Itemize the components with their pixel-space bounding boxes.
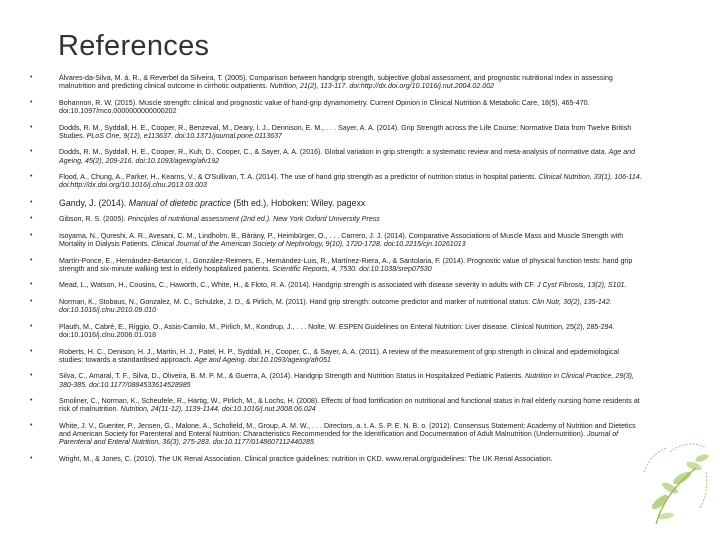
reference-italic-text: Scientific Reports, 4, 7530. doi:10.1038/srep07530 — [272, 264, 432, 273]
reference-italic-text: Journal of Parenteral and Enteral Nutrition, 36(3), 275-283. doi:10.1177/0148607112440285 — [59, 430, 619, 447]
reference-italic-text: Principles of nutritional assessment (2nd ed.). New York Oxford University Press — [127, 215, 380, 224]
reference-item — [30, 124, 642, 141]
reference-text: Martín-Ponce, E., Hernández-Betancor, I., González-Reimers, E., Hernández-Luis, R., Martínez-Riera, A., & Santolaria, F. (2014). Prognostic value of physical function tests: hand grip strength and six-minute walking test in elderly hospitalized patients. — [59, 256, 633, 273]
reference-item — [30, 348, 642, 365]
reference-italic-text: Clinical Nutrition, 33(1), 106-114. doi:http://dx.doi.org/10.1016/j.clnu.2013.03.003 — [59, 173, 642, 190]
reference-tail-text: (5th ed.). Hoboken: Wiley. pagexx — [230, 197, 366, 208]
reference-item — [30, 173, 642, 190]
reference-text: Dodds, R. M., Syddall, H. E., Cooper, R., Kuh, D., Cooper, C., & Sayer, A. A. (2016). Global variation in grip strength: a systematic review and meta-analysis of normative data. — [59, 148, 609, 157]
reference-list — [30, 74, 642, 471]
reference-text: White, J. V., Guenter, P., Jensen, G., Malone, A., Schofield, M., Group, A. M. W., . . . Directors, a. t. A. S. P. E. N. B. o. (2012). Consensus Statement: Academy of Nutrition and Dietetics and American Society for Parenteral and Enteral Nutrition: Characteristics Recommended for the Identification and Documentation of Adult Malnutrition (Undernutrition). — [59, 421, 636, 439]
reference-item — [30, 215, 642, 223]
reference-item — [30, 99, 642, 116]
reference-item — [30, 198, 642, 208]
reference-text: Mead, L., Watson, H., Cousins, C., Haworth, C., White, H., & Floto, R. A. (2014). Handgrip strength is associated with disease severity in adults with CF. — [59, 281, 537, 290]
reference-text: Norman, K., Stobaus, N., Gonzalez, M. C., Schulzke, J. D., & Pirlich, M. (2011). Hand grip strength: outcome predictor and marker of nutritional status. — [59, 297, 532, 306]
reference-item — [30, 323, 642, 340]
reference-italic-text: Nutrition, 24(11-12), 1139-1144. doi:10.1016/j.nut.2008.06.024 — [120, 405, 316, 414]
reference-item — [30, 372, 642, 389]
reference-text: Gibson, R. S. (2005). — [59, 215, 128, 224]
reference-text: Roberts, H. C., Denison, H. J., Martin, H. J., Patel, H. P., Syddall, H., Cooper, C., & Sayer, A. A. (2011). A review of the measurement of grip strength in clinical and epidemiological studies: towards a standardised approach. — [59, 347, 620, 364]
reference-text: Bohannon, R. W. (2015). Muscle strength: clinical and prognostic value of hand-grip dynamometry. Current Opinion in Clinical Nutrition & Metabolic Care, 18(5), 465-470. doi:10.1097/mco.0000000000000202 — [59, 98, 590, 116]
reference-text: Silva, C., Amaral, T. F., Silva, D., Oliveira, B. M. P. M., & Guerra, A. (2014). Handgrip Strength and Nutrition Status in Hospitalized Pediatric Patients. — [59, 372, 526, 381]
page-title: References — [58, 30, 210, 62]
reference-item — [30, 397, 642, 414]
reference-italic-text: Age and Ageing, 45(2), 209-216. doi:10.1093/ageing/afv192 — [59, 148, 636, 165]
reference-item — [30, 281, 642, 289]
reference-text: Wright, M., & Jones, C. (2010). The UK Renal Association. Clinical practice guidelines: nutrition in CKD. www.renal.org/guidelines: The UK Renal Association. — [59, 454, 553, 463]
reference-italic-text: Nutrition, 21(2), 113-117. doi:http://dx.doi.org/10.1016/j.nut.2004.02.002 — [269, 82, 495, 91]
reference-italic-text: PLoS One, 9(12), e113637. doi:10.1371/journal.pone.0113637 — [86, 131, 282, 140]
reference-text: Álvares-da-Silva, M. á. R., & Reverbel da Silveira, T. (2005). Comparison between handgrip strength, subjective global assessment, and prognostic nutritional index in assessing malnutrition and predicting clinical outcome in cirrhotic outpatients. — [59, 74, 613, 91]
reference-text: Gandy, J. (2014). — [59, 197, 129, 208]
reference-text: Dodds, R. M., Syddall, H. E., Cooper, R., Benzeval, M., Deary, I. J., Dennison, E. M., . . . Sayer, A. A. (2014). Grip Strength across the Life Course: Normative Data from Twelve British Studies. — [59, 123, 632, 140]
reference-item — [30, 74, 642, 91]
reference-italic-text: J Cyst Fibrosis, 13(2), S101. — [536, 281, 627, 290]
reference-italic-text: Clinical Journal of the American Society of Nephrology, 9(10), 1720-1728. doi:10.2215/cjn.10261013 — [151, 240, 466, 249]
reference-text: Isoyama, N., Qureshi, A. R., Avesani, C. M., Lindholm, B., Bàràny, P., Heimbürger, O., . . . Carrero, J. J. (2014). Comparative Associations of Muscle Mass and Muscle Strength with Mortality in Dialysis Patients. — [59, 231, 624, 249]
reference-item — [30, 422, 642, 447]
nutrition-logo-icon — [636, 432, 712, 532]
reference-italic-text: Clin Nutr, 30(2), 135-142. doi:10.1016/j.clnu.2010.09.010 — [59, 297, 612, 315]
reference-text: Flood, A., Chung, A., Parker, H., Kearns, V., & O'Sullivan, T. A. (2014). The use of hand grip strength as a predictor of nutrition status in hospital patients. — [59, 173, 539, 182]
reference-item — [30, 257, 642, 274]
reference-item — [30, 232, 642, 249]
reference-text: Plauth, M., Cabré, E., Riggio, O., Assis-Camilo, M., Pirlich, M., Kondrup, J., . . . Nolte, W. ESPEN Guidelines on Enteral Nutrition: Liver disease. Clinical Nutrition, 25(2), 285-294. doi:10.1016/j.clnu.2006.01.018 — [59, 322, 615, 340]
reference-item — [30, 148, 642, 165]
reference-italic-text: Age and Ageing. doi:10.1093/ageing/afr051 — [194, 355, 331, 364]
reference-italic-text: Nutrition in Clinical Practice, 29(3), 380-385. doi:10.1177/0884533614528985 — [59, 372, 634, 389]
reference-item — [30, 455, 642, 463]
reference-italic-text: Manual of dietetic practice — [128, 197, 231, 208]
reference-text: Smoliner, C., Norman, K., Scheufele, R., Hartig, W., Pirlich, M., & Lochs, H. (2008). Effects of food fortification on nutritional and functional status in frail elderly nursing home residents at risk of malnutrition. — [59, 397, 640, 414]
reference-item — [30, 298, 642, 315]
